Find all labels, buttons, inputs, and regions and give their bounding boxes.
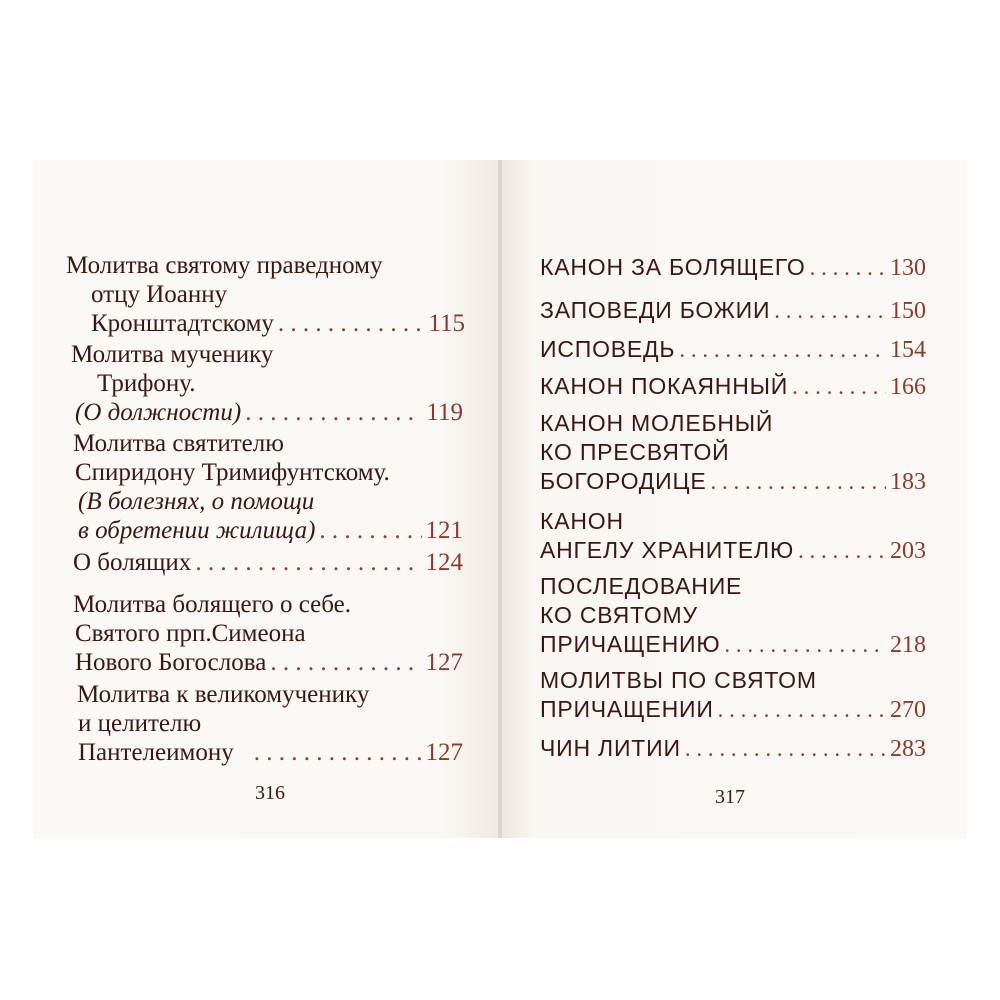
- entry-title: ПРИЧАЩЕНИИ: [540, 696, 714, 722]
- entry-line: КАНОН: [540, 508, 624, 534]
- toc-entry: [540, 666, 926, 725]
- entry-title: БОГОРОДИЦЕ: [540, 468, 707, 494]
- toc-entry: [540, 409, 926, 497]
- entry-line: КО ПРЕСВЯТОЙ: [540, 439, 730, 465]
- entry-line: Трифону.: [97, 370, 196, 397]
- toc-entry: [540, 572, 926, 660]
- toc-entry: [73, 590, 463, 677]
- entry-title: КАНОН ПОКАЯННЫЙ: [540, 373, 789, 399]
- page-number: 203: [890, 538, 926, 564]
- toc-entry: [540, 734, 926, 764]
- entry-title: ПРИЧАЩЕНИЮ: [540, 631, 721, 657]
- entry-title: ЧИН ЛИТИИ: [540, 735, 681, 761]
- entry-title: ЗАПОВЕДИ БОЖИИ: [540, 297, 771, 323]
- page-number: 115: [428, 310, 465, 337]
- leader-dots: [679, 335, 886, 364]
- leader-dots: [718, 695, 886, 724]
- leader-dots: [319, 516, 421, 545]
- toc-entry: [540, 296, 926, 326]
- entry-title: Пантелеимону: [78, 739, 234, 766]
- entry-line: Молитва болящего о себе.: [73, 591, 351, 618]
- toc-entry: [540, 335, 926, 365]
- entry-line: Святого прп.Симеона: [75, 620, 306, 647]
- entry-line: Спиридону Тримифунтскому.: [75, 459, 390, 486]
- entry-title: ИСПОВЕДЬ: [540, 336, 676, 362]
- leader-dots: [774, 296, 886, 325]
- entry-line: КО СВЯТОМУ: [540, 602, 698, 628]
- toc-entry: [540, 253, 926, 283]
- page-number: 121: [425, 517, 463, 544]
- entry-title: в обретении жилища): [78, 517, 316, 544]
- toc-entry: [73, 548, 463, 577]
- entry-line: Молитва мученику: [71, 341, 274, 368]
- entry-title: (О должности): [75, 399, 242, 426]
- page-number: 218: [890, 632, 926, 658]
- entry-line: Молитва к великомученику: [77, 681, 370, 708]
- page-number: 154: [890, 337, 926, 363]
- entry-line: Молитва святому праведному: [66, 252, 383, 279]
- page-number: 127: [425, 649, 463, 676]
- page-number: 127: [425, 739, 463, 766]
- leader-dots: [710, 467, 886, 496]
- toc-entry: [65, 251, 465, 338]
- entry-line: МОЛИТВЫ ПО СВЯТОМ: [540, 667, 817, 693]
- leader-dots: [270, 648, 421, 677]
- page-number: 283: [890, 736, 926, 762]
- leader-dots: [685, 734, 886, 763]
- page-number: 119: [426, 399, 463, 426]
- leader-dots: [792, 372, 886, 401]
- toc-entry: [540, 507, 926, 566]
- page-number: 270: [890, 697, 926, 723]
- toc-entry: [77, 680, 463, 767]
- leader-dots: [245, 398, 422, 427]
- entry-line: отцу Иоанну: [91, 281, 228, 308]
- left-page: [33, 160, 499, 838]
- page-number: 124: [425, 549, 463, 576]
- toc-entry: [71, 340, 463, 427]
- entry-line: КАНОН МОЛЕБНЫЙ: [540, 410, 774, 436]
- page-number: 183: [890, 469, 926, 495]
- toc-entry: [540, 372, 926, 402]
- page-number: 130: [890, 255, 926, 281]
- leader-dots: [798, 536, 886, 565]
- entry-title: АНГЕЛУ ХРАНИТЕЛЮ: [540, 537, 794, 563]
- page-number: 166: [890, 374, 926, 400]
- entry-title: КАНОН ЗА БОЛЯЩЕГО: [540, 254, 806, 280]
- entry-title: Нового Богослова: [75, 649, 267, 676]
- entry-title: О болящих: [73, 549, 192, 576]
- page-number: 150: [890, 298, 926, 324]
- book-spread: [33, 160, 967, 838]
- page-folio: 316: [255, 782, 285, 804]
- page-folio: 317: [715, 786, 745, 808]
- toc-entry: [73, 429, 463, 545]
- leader-dots: [254, 738, 422, 767]
- leader-dots: [724, 630, 886, 659]
- leader-dots: [810, 253, 886, 282]
- entry-line: (В болезнях, о помощи: [78, 488, 315, 515]
- leader-dots: [278, 309, 425, 338]
- entry-title: Кронштадтскому: [91, 310, 274, 337]
- entry-line: и целителю: [78, 710, 202, 737]
- entry-line: ПОСЛЕДОВАНИЕ: [540, 573, 743, 599]
- entry-line: Молитва святителю: [73, 430, 284, 457]
- leader-dots: [195, 548, 421, 577]
- right-page: [502, 160, 967, 838]
